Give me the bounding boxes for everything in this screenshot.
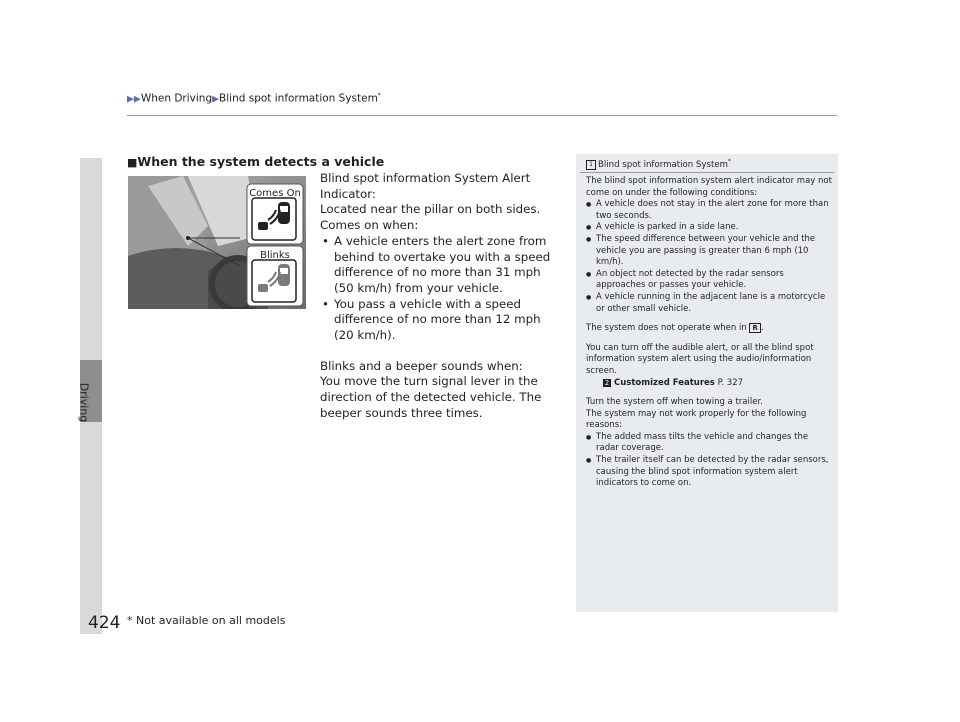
note-list-2 (586, 432, 832, 490)
header-rule (127, 115, 837, 116)
comes-on-label: Comes On (249, 188, 301, 199)
reference-arrow-icon: 2 (604, 378, 610, 387)
gear-r-icon: R (749, 323, 760, 333)
intro-line-1: Blind spot information System Alert Indicator: (320, 171, 531, 201)
list-item: ● The speed difference between your vehicle and the vehicle you are passing is greater than 6 mph (10 km/h). (586, 234, 832, 269)
list-item: • You pass a vehicle with a speed difference of no more than 12 mph (20 km/h). (320, 297, 560, 344)
list-item: ● A vehicle is parked in a side lane. (586, 222, 832, 234)
note-paragraph: You can turn off the audible alert, or all the blind spot information system alert using the audio/information screen. (586, 342, 814, 376)
list-item: ● The added mass tilts the vehicle and changes the radar coverage. (586, 432, 832, 455)
note-paragraph: Turn the system off when towing a trailer. (586, 397, 763, 408)
note-icon: 1 (586, 160, 596, 170)
section-heading: ■When the system detects a vehicle (127, 154, 385, 169)
list-item: • A vehicle enters the alert zone from behind to overtake you with a speed difference of no more than 31 mph (50 km/h) from your vehicle. (320, 234, 560, 297)
list-item: ● The trailer itself can be detected by the radar sensors, causing the blind spot information system alert indicators to come on. (586, 455, 832, 490)
car-interior-illustration (128, 176, 306, 309)
breadcrumb (127, 92, 381, 105)
note-title: 1 Blind spot information System* (586, 158, 731, 170)
square-bullet-icon: ■ (127, 156, 138, 169)
breadcrumb-asterisk: * (377, 92, 381, 99)
page-number: 424 (88, 613, 121, 633)
list-item: ● A vehicle does not stay in the alert zone for more than two seconds. (586, 199, 832, 222)
breadcrumb-part-2: Blind spot information System (219, 92, 378, 105)
side-tab-label: Driving (77, 382, 91, 423)
comes-on-when: Comes on when: (320, 218, 419, 233)
arrow-icon: ▶ (212, 94, 220, 105)
indicator-figure (128, 176, 306, 309)
note-body (586, 176, 832, 490)
blinks-text: You move the turn signal lever in the direction of the detected vehicle. The beeper sounds three times. (320, 374, 542, 420)
footnote: * Not available on all models (127, 614, 286, 627)
cross-reference-link[interactable]: 2 Customized Features P. 327 (604, 377, 744, 388)
breadcrumb-part-1: When Driving (140, 92, 213, 105)
list-item: ● A vehicle running in the adjacent lane is a motorcycle or other small vehicle. (586, 292, 832, 315)
note-panel (576, 154, 838, 612)
note-paragraph: The system does not operate when in R . (586, 323, 764, 334)
blinks-when: Blinks and a beeper sounds when: (320, 358, 523, 373)
note-rule (580, 172, 834, 173)
comes-on-list (320, 234, 560, 344)
note-paragraph: The blind spot information system alert indicator may not come on under the following conditions: (586, 176, 832, 198)
list-item: ● An object not detected by the radar sensors approaches or passes your vehicle. (586, 269, 832, 292)
main-body (320, 171, 560, 422)
note-paragraph: The system may not work properly for the following reasons: (586, 408, 807, 431)
double-arrow-icon: ▶▶ (127, 94, 141, 105)
blinks-label: Blinks (260, 250, 290, 261)
note-list-1 (586, 199, 832, 315)
intro-line-2: Located near the pillar on both sides. (320, 202, 541, 217)
